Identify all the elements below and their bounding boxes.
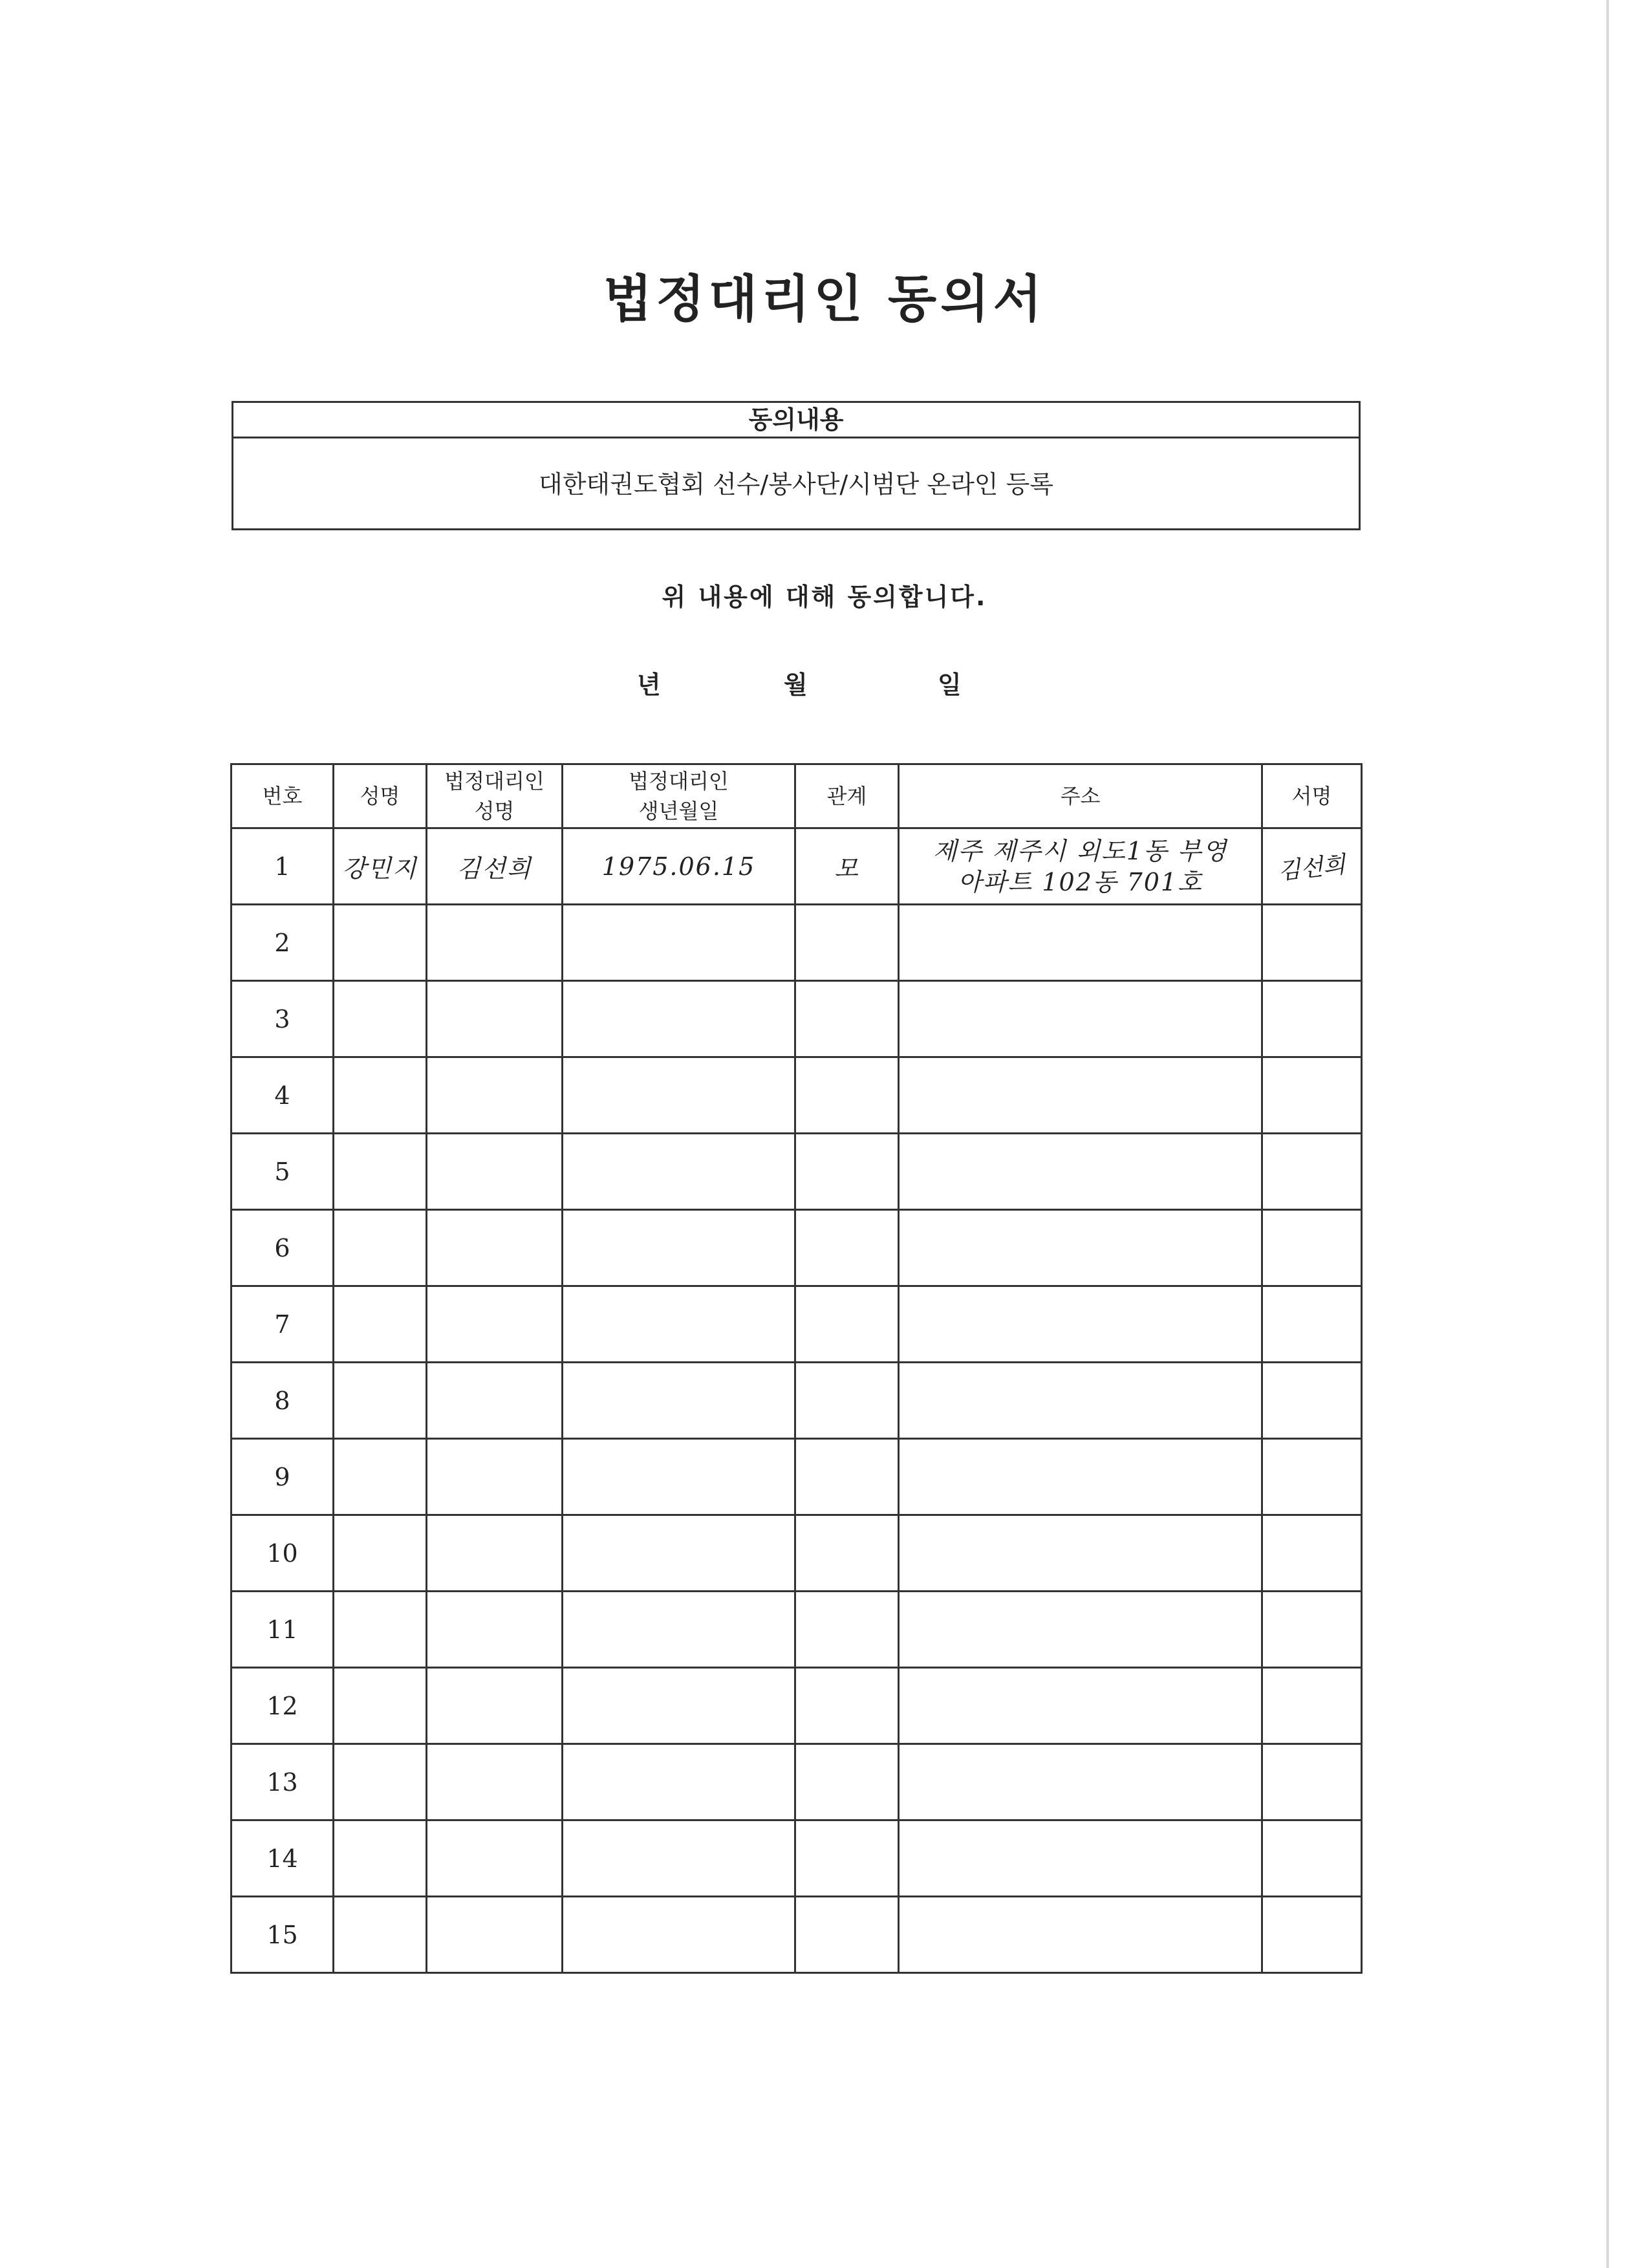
cell-relation	[795, 1057, 899, 1134]
cell-name	[334, 1592, 427, 1668]
cell-address	[899, 1057, 1262, 1134]
cell-relation: 모	[795, 828, 899, 905]
table-row	[232, 1897, 1362, 1973]
table-row	[232, 981, 1362, 1057]
cell-signature	[1262, 1668, 1362, 1744]
header-guardian-birth-line2: 생년월일	[638, 799, 719, 823]
cell-guardian-name: 김선희	[427, 828, 563, 905]
cell-address	[899, 1668, 1262, 1744]
header-relation: 관계	[795, 764, 899, 828]
cell-name	[334, 1210, 427, 1286]
cell-address	[899, 1439, 1262, 1515]
cell-guardian-birth	[563, 981, 795, 1057]
cell-guardian-birth	[563, 1515, 795, 1592]
agree-statement: 위 내용에 대해 동의합니다.	[662, 583, 987, 611]
cell-guardian-name	[427, 1363, 563, 1439]
cell-guardian-name	[427, 1592, 563, 1668]
cell-no: 13	[232, 1744, 334, 1820]
cell-guardian-birth	[563, 1820, 795, 1897]
table-row	[232, 1286, 1362, 1363]
cell-guardian-name	[427, 1210, 563, 1286]
cell-relation	[795, 1210, 899, 1286]
cell-address	[899, 1820, 1262, 1897]
cell-guardian-name	[427, 981, 563, 1057]
cell-name	[334, 1439, 427, 1515]
cell-relation	[795, 1592, 899, 1668]
cell-guardian-birth	[563, 1592, 795, 1668]
cell-no: 7	[232, 1286, 334, 1363]
cell-no: 10	[232, 1515, 334, 1592]
cell-relation	[795, 1744, 899, 1820]
cell-no: 12	[232, 1668, 334, 1744]
date-day-label: 일	[938, 671, 962, 699]
cell-address	[899, 1515, 1262, 1592]
cell-address	[899, 1897, 1262, 1973]
cell-guardian-birth	[563, 1897, 795, 1973]
cell-guardian-name	[427, 1897, 563, 1973]
date-month-label: 월	[784, 671, 808, 699]
cell-guardian-birth	[563, 1134, 795, 1210]
cell-relation	[795, 981, 899, 1057]
cell-guardian-birth	[563, 1286, 795, 1363]
cell-relation	[795, 1439, 899, 1515]
cell-name	[334, 1363, 427, 1439]
cell-signature	[1262, 1210, 1362, 1286]
table-row	[232, 1592, 1362, 1668]
table-row	[232, 1363, 1362, 1439]
cell-relation	[795, 1134, 899, 1210]
cell-no: 9	[232, 1439, 334, 1515]
cell-guardian-birth	[563, 1668, 795, 1744]
cell-guardian-birth	[563, 1210, 795, 1286]
cell-guardian-birth	[563, 905, 795, 981]
cell-guardian-name	[427, 1286, 563, 1363]
cell-guardian-birth	[563, 1439, 795, 1515]
cell-signature	[1262, 1744, 1362, 1820]
cell-relation	[795, 1820, 899, 1897]
cell-no: 14	[232, 1820, 334, 1897]
cell-name	[334, 1515, 427, 1592]
cell-relation	[795, 905, 899, 981]
table-row	[232, 1134, 1362, 1210]
cell-address	[899, 828, 1262, 905]
consent-box	[232, 401, 1361, 530]
cell-signature	[1262, 1286, 1362, 1363]
cell-guardian-name	[427, 1515, 563, 1592]
header-guardian-name	[427, 764, 563, 828]
header-guardian-birth	[563, 764, 795, 828]
cell-relation	[795, 1363, 899, 1439]
cell-signature	[1262, 1363, 1362, 1439]
cell-no: 8	[232, 1363, 334, 1439]
cell-relation	[795, 1668, 899, 1744]
cell-no: 1	[232, 828, 334, 905]
handwritten-signature: 김선희	[1277, 851, 1347, 885]
cell-guardian-birth	[563, 1363, 795, 1439]
table-row	[232, 1057, 1362, 1134]
cell-no: 15	[232, 1897, 334, 1973]
cell-no: 3	[232, 981, 334, 1057]
cell-signature	[1262, 1057, 1362, 1134]
cell-guardian-name	[427, 1668, 563, 1744]
cell-signature	[1262, 1820, 1362, 1897]
cell-no: 2	[232, 905, 334, 981]
cell-relation	[795, 1515, 899, 1592]
cell-name	[334, 1057, 427, 1134]
cell-no: 4	[232, 1057, 334, 1134]
table-row	[232, 1820, 1362, 1897]
cell-no: 5	[232, 1134, 334, 1210]
cell-name	[334, 981, 427, 1057]
cell-guardian-name	[427, 1057, 563, 1134]
date-line	[0, 665, 1649, 697]
document-title: 법정대리인 동의서	[603, 270, 1046, 329]
cell-address	[899, 1210, 1262, 1286]
cell-name: 강민지	[334, 828, 427, 905]
table-row	[232, 1210, 1362, 1286]
cell-signature	[1262, 1592, 1362, 1668]
cell-guardian-name	[427, 1820, 563, 1897]
cell-address	[899, 1134, 1262, 1210]
cell-address	[899, 905, 1262, 981]
cell-name	[334, 1744, 427, 1820]
cell-name	[334, 1286, 427, 1363]
header-guardian-birth-line1: 법정대리인	[629, 769, 729, 794]
table-row	[232, 1515, 1362, 1592]
page-edge	[1606, 0, 1609, 2268]
header-no: 번호	[232, 764, 334, 828]
address-line2: 아파트 102동 701호	[958, 867, 1203, 896]
cell-relation	[795, 1286, 899, 1363]
table-row	[232, 1668, 1362, 1744]
header-signature: 서명	[1262, 764, 1362, 828]
table-header-row	[232, 764, 1362, 828]
cell-no: 6	[232, 1210, 334, 1286]
table-row	[232, 1439, 1362, 1515]
cell-guardian-name	[427, 1744, 563, 1820]
table-row	[232, 905, 1362, 981]
cell-signature	[1262, 1515, 1362, 1592]
consent-header: 동의내용	[233, 403, 1359, 438]
cell-signature	[1262, 1439, 1362, 1515]
cell-address	[899, 1744, 1262, 1820]
cell-no: 11	[232, 1592, 334, 1668]
cell-signature	[1262, 905, 1362, 981]
header-guardian-name-line1: 법정대리인	[444, 769, 544, 794]
cell-signature	[1262, 1897, 1362, 1973]
guardian-roster-table	[230, 763, 1363, 1974]
table-body	[232, 828, 1362, 1973]
cell-name	[334, 1897, 427, 1973]
cell-guardian-birth	[563, 1057, 795, 1134]
cell-signature	[1262, 1134, 1362, 1210]
cell-name	[334, 1134, 427, 1210]
address-line1: 제주 제주시 외도1동 부영	[932, 836, 1228, 865]
date-year-label: 년	[637, 671, 661, 699]
cell-address	[899, 1363, 1262, 1439]
cell-name	[334, 1668, 427, 1744]
cell-guardian-name	[427, 1439, 563, 1515]
cell-name	[334, 905, 427, 981]
cell-address	[899, 981, 1262, 1057]
cell-signature	[1262, 981, 1362, 1057]
cell-address	[899, 1286, 1262, 1363]
table-row	[232, 828, 1362, 905]
header-address: 주소	[899, 764, 1262, 828]
consent-body: 대한태권도협회 선수/봉사단/시범단 온라인 등록	[538, 470, 1053, 499]
table-row	[232, 1744, 1362, 1820]
cell-signature	[1262, 828, 1362, 905]
cell-guardian-birth: 1975.06.15	[563, 828, 795, 905]
cell-name	[334, 1820, 427, 1897]
cell-relation	[795, 1897, 899, 1973]
cell-guardian-name	[427, 1134, 563, 1210]
header-name: 성명	[334, 764, 427, 828]
header-guardian-name-line2: 성명	[474, 799, 515, 823]
cell-guardian-name	[427, 905, 563, 981]
cell-address	[899, 1592, 1262, 1668]
cell-guardian-birth	[563, 1744, 795, 1820]
